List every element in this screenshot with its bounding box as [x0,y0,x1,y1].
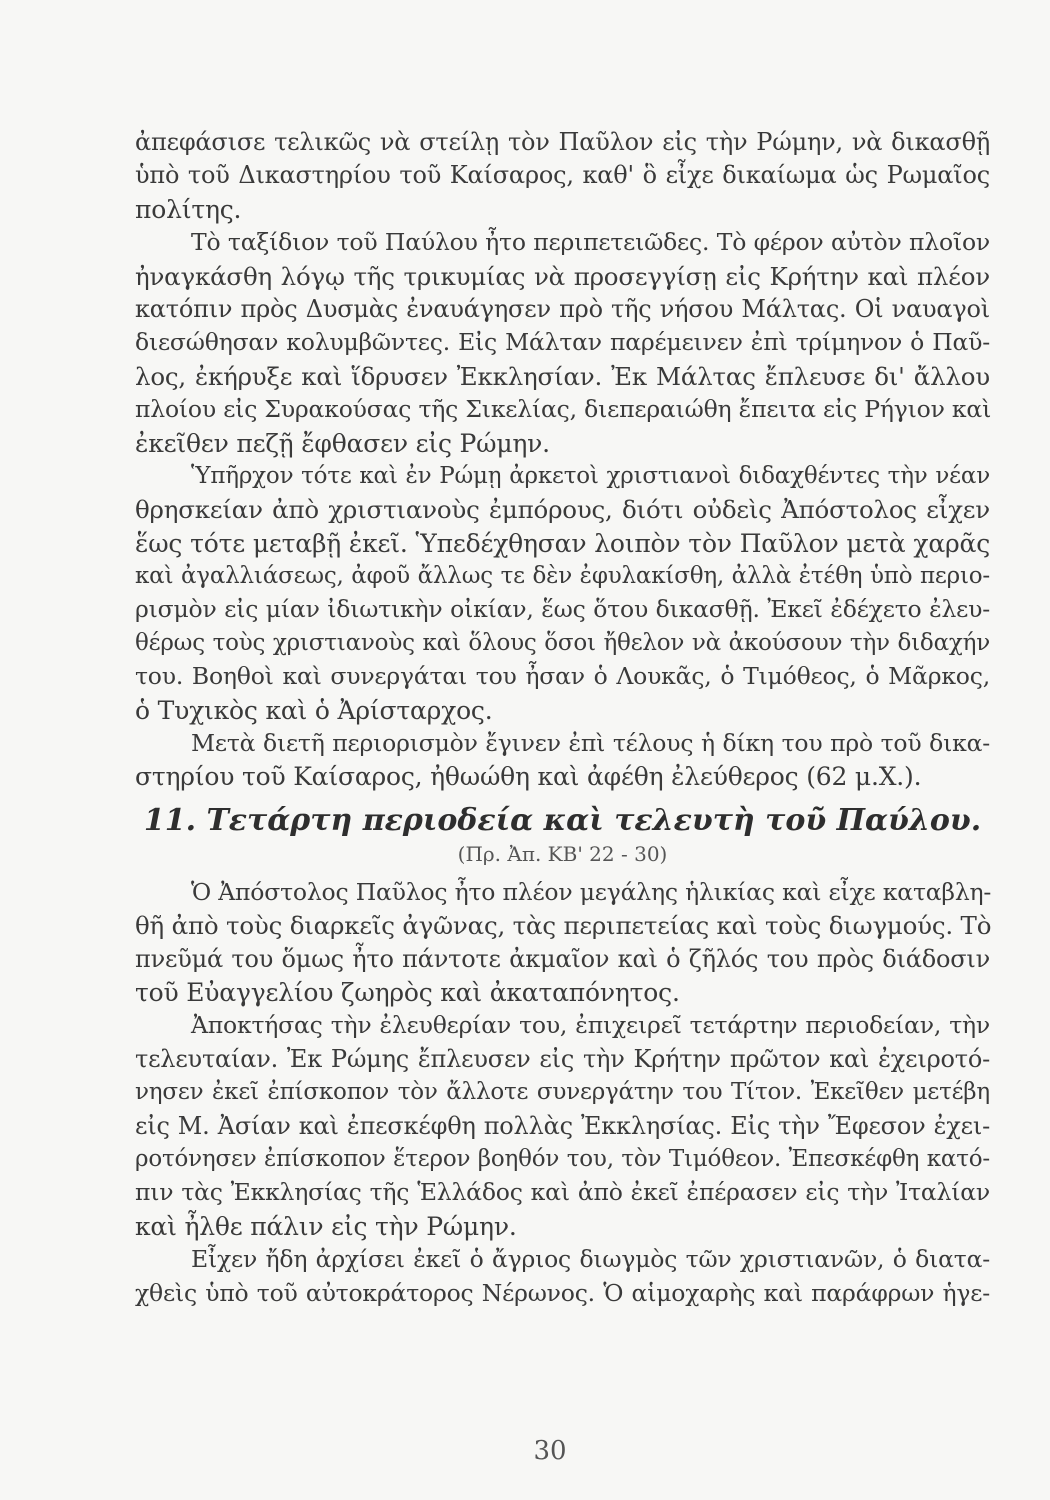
text-line: λος, ἐκήρυξε καὶ ἵδρυσεν Ἐκκλησίαν. Ἐκ Μάλτας ἔπλευσε δι' ἄλλου [135,361,990,391]
text-line: Εἶχεν ἤδη ἀρχίσει ἐκεῖ ὁ ἄγριος διωγμὸς τῶν χριστιανῶν, ὁ διατα- [191,1245,990,1274]
section-1 [135,126,990,794]
section-2 [135,876,990,1310]
text-line: ὁ Τυχικὸς καὶ ὁ Ἀρίσταρχος. [135,695,493,725]
text-line: τελευταίαν. Ἐκ Ρώμης ἔπλευσεν εἰς τὴν Κρήτην πρῶτον καὶ ἐχειροτό- [135,1044,990,1073]
scripture-reference: (Πρ. Ἀπ. ΚΒ' 22 - 30) [457,841,668,866]
text-line: του. Βοηθοὶ καὶ συνεργάται του ἦσαν ὁ Λουκᾶς, ὁ Τιμόθεος, ὁ Μᾶρκος, [135,662,990,691]
text-line: ἐκεῖθεν πεζῇ ἔφθασεν εἰς Ρώμην. [135,428,550,458]
text-line: ἀπεφάσισε τελικῶς νὰ στείλῃ τὸν Παῦλον εἰς τὴν Ρώμην, νὰ δικασθῇ [135,128,990,156]
text-line: ροτόνησεν ἐπίσκοπον ἕτερον βοηθόν του, τὸν Τιμόθεον. Ἐπεσκέφθη κατό- [135,1145,990,1172]
text-line: Τὸ ταξίδιον τοῦ Παύλου ἦτο περιπετειῶδες. Τὸ φέρον αὐτὸν πλοῖον [191,228,990,257]
text-line: θέρως τοὺς χριστιανοὺς καὶ ὅλους ὅσοι ἤθελον νὰ ἀκούσουν τὴν διδαχήν [135,629,990,656]
text-line: κατόπιν πρὸς Δυσμὰς ἐναυάγησεν πρὸ τῆς νήσου Μάλτας. Οἱ ναυαγοὶ [135,294,990,323]
text-line: στηρίου τοῦ Καίσαρος, ἠθωώθη καὶ ἀφέθη ἐλεύθερος (62 μ.Χ.). [135,762,922,792]
text-line: Ἀποκτήσας τὴν ἐλευθερίαν του, ἐπιχειρεῖ τετάρτην περιοδείαν, τὴν [191,1011,990,1040]
text-line: θρησκείαν ἀπὸ χριστιανοὺς ἐμπόρους, διότι οὐδεὶς Ἀπόστολος εἶχεν [135,495,990,525]
text-line: ὑπὸ τοῦ Δικαστηρίου τοῦ Καίσαρος, καθ' ὃ εἶχε δικαίωμα ὡς Ρωμαῖος [135,161,990,190]
text-line: ἠναγκάσθη λόγῳ τῆς τρικυμίας νὰ προσεγγίσῃ εἰς Κρήτην καὶ πλέον [135,261,990,291]
page-number: 30 [533,1436,567,1466]
text-line: πνεῦμά του ὅμως ἦτο πάντοτε ἀκμαῖον καὶ ὁ ζῆλός του πρὸς διάδοσιν [135,944,990,973]
text-line: Ὑπῆρχον τότε καὶ ἐν Ρώμῃ ἀρκετοὶ χριστιανοὶ διδαχθέντες τὴν νέαν [191,462,990,489]
text-line: νησεν ἐκεῖ ἐπίσκοπον τὸν ἄλλοτε συνεργάτην του Τίτον. Ἐκεῖθεν μετέβη [135,1079,990,1106]
text-line: ρισμὸν εἰς μίαν ἰδιωτικὴν οἰκίαν, ἕως ὅτου δικασθῇ. Ἐκεῖ ἐδέχετο ἐλευ- [135,595,990,624]
text-line: διεσώθησαν κολυμβῶντες. Εἰς Μάλταν παρέμεινεν ἐπὶ τρίμηνον ὁ Παῦ- [135,328,990,357]
text-line: εἰς Μ. Ἀσίαν καὶ ἐπεσκέφθη πολλὰς Ἐκκλησίας. Εἰς τὴν Ἔφεσον ἐχει- [135,1111,990,1140]
text-line: τοῦ Εὐαγγελίου ζωηρὸς καὶ ἀκαταπόνητος. [135,977,680,1007]
text-line: πολίτης. [135,194,242,224]
text-line: πλοίου εἰς Συρακούσας τῆς Σικελίας, διεπεραιώθη ἔπειτα εἰς Ρήγιον καὶ [135,395,992,424]
page-body [135,126,990,1310]
text-line: θῆ ἀπὸ τοὺς διαρκεῖς ἀγῶνας, τὰς περιπετείας καὶ τοὺς διωγμούς. Τὸ [135,911,992,941]
text-line: καὶ ἦλθε πάλιν εἰς τὴν Ρώμην. [135,1211,517,1241]
section-heading: 11. Τετάρτη περιοδεία καὶ τελευτὴ τοῦ Παύλου. [143,802,982,838]
text-line: Μετὰ διετῆ περιορισμὸν ἔγινεν ἐπὶ τέλους ἡ δίκη του πρὸ τοῦ δικα- [191,729,990,758]
text-line: ἕως τότε μεταβῇ ἐκεῖ. Ὑπεδέχθησαν λοιπὸν τὸν Παῦλον μετὰ χαρᾶς [135,528,990,558]
text-line: Ὁ Ἀπόστολος Παῦλος ἦτο πλέον μεγάλης ἡλικίας καὶ εἶχε καταβλη- [191,877,992,906]
text-line: χθεὶς ὑπὸ τοῦ αὐτοκράτορος Νέρωνος. Ὁ αἱμοχαρὴς καὶ παράφρων ἡγε- [135,1278,990,1307]
text-line: καὶ ἀγαλλιάσεως, ἀφοῦ ἄλλως τε δὲν ἐφυλακίσθη, ἀλλὰ ἐτέθη ὑπὸ περιο- [135,563,990,590]
text-line: πιν τὰς Ἐκκλησίας τῆς Ἑλλάδος καὶ ἀπὸ ἐκεῖ ἐπέρασεν εἰς τὴν Ἰταλίαν [135,1178,990,1207]
